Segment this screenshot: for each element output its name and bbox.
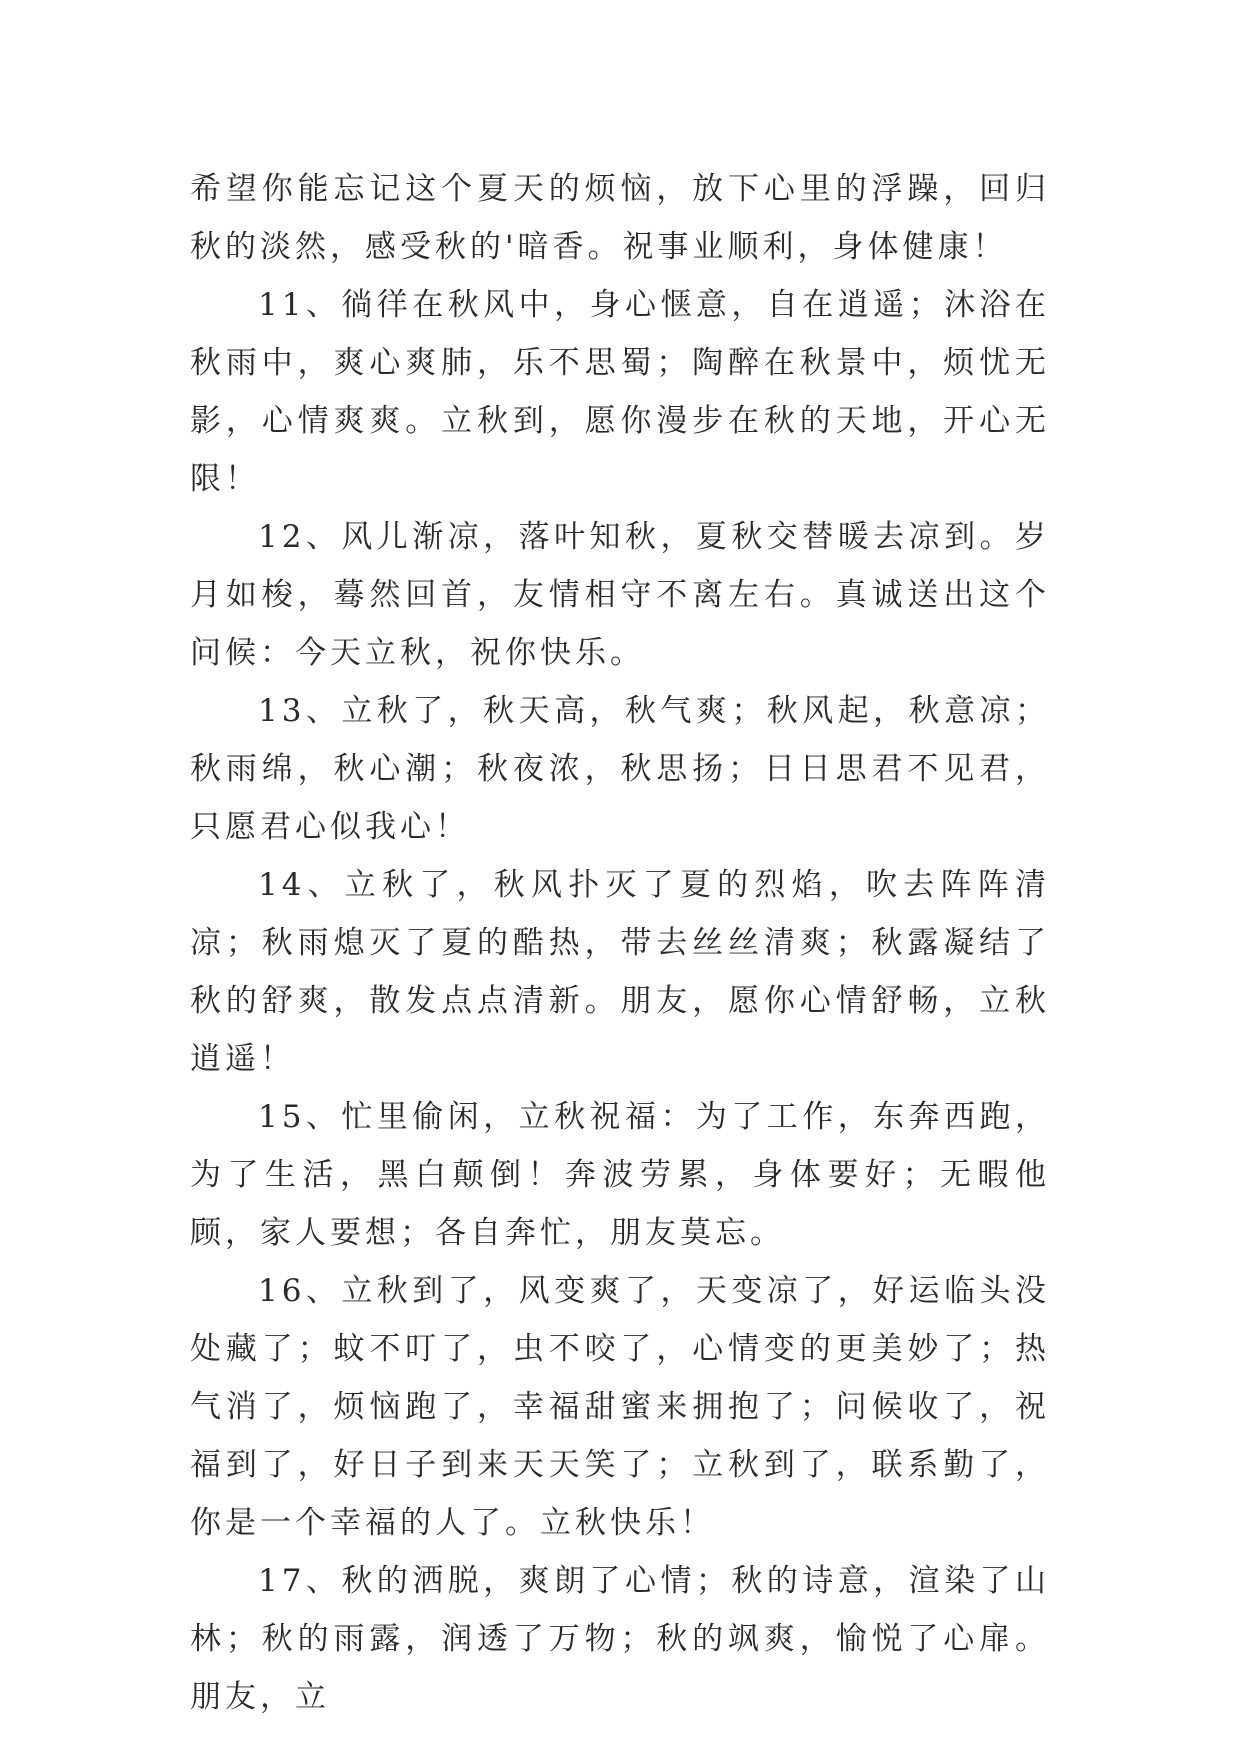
document-body xyxy=(190,160,1050,1726)
paragraph-17: 17、秋的洒脱，爽朗了心情；秋的诗意，渲染了山林；秋的雨露，润透了万物；秋的飒爽，愉悦了心扉。朋友，立 xyxy=(190,1563,1050,1715)
paragraph-11: 11、徜徉在秋风中，身心惬意，自在逍遥；沐浴在秋雨中，爽心爽肺，乐不思蜀；陶醉在秋景中，烦忧无影，心情爽爽。立秋到，愿你漫步在秋的天地，开心无限！ xyxy=(190,287,1050,497)
paragraph-15: 15、忙里偷闲，立秋祝福：为了工作，东奔西跑，为了生活，黑白颠倒！奔波劳累，身体要好；无暇他顾，家人要想；各自奔忙，朋友莫忘。 xyxy=(190,1099,1050,1251)
paragraph-16: 16、立秋到了，风变爽了，天变凉了，好运临头没处藏了；蚊不叮了，虫不咬了，心情变的更美妙了；热气消了，烦恼跑了，幸福甜蜜来拥抱了；问候收了，祝福到了，好日子到来天天笑了；立秋到了，联系勤了，你是一个幸福的人了。立秋快乐！ xyxy=(190,1273,1050,1541)
paragraph-14: 14、立秋了，秋风扑灭了夏的烈焰，吹去阵阵清凉；秋雨熄灭了夏的酷热，带去丝丝清爽；秋露凝结了秋的舒爽，散发点点清新。朋友，愿你心情舒畅，立秋逍遥！ xyxy=(190,867,1050,1077)
paragraph-13: 13、立秋了，秋天高，秋气爽；秋风起，秋意凉；秋雨绵，秋心潮；秋夜浓，秋思扬；日日思君不见君，只愿君心似我心！ xyxy=(190,693,1050,845)
paragraph-continuation: 希望你能忘记这个夏天的烦恼，放下心里的浮躁，回归秋的淡然，感受秋的'暗香。祝事业顺利，身体健康！ xyxy=(190,171,1050,265)
paragraph-12: 12、风儿渐凉，落叶知秋，夏秋交替暖去凉到。岁月如梭，蓦然回首，友情相守不离左右。真诚送出这个问候：今天立秋，祝你快乐。 xyxy=(190,519,1050,671)
